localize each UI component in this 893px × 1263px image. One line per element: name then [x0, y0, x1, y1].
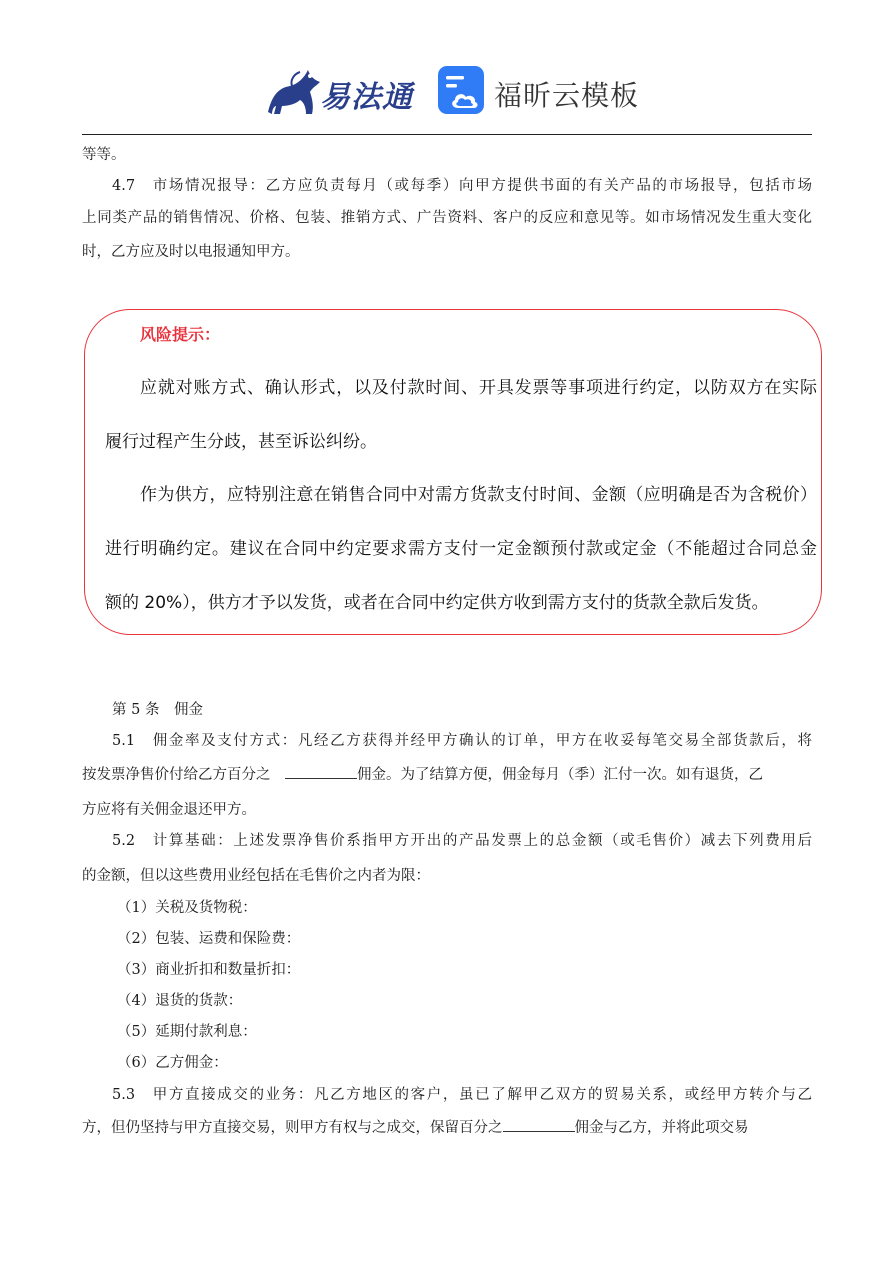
- text-line: 上同类产品的销售情况、价格、包装、推销方式、广告资料、客户的反应和意见等。如市场情况发生重大变化: [82, 210, 812, 226]
- list-item: （2）包装、运费和保险费：: [117, 931, 301, 947]
- risk-text-line: 履行过程产生分歧，甚至诉讼纠纷。: [105, 432, 377, 452]
- list-item: （5）延期付款利息：: [117, 1024, 257, 1040]
- list-item: （6）乙方佣金：: [117, 1055, 228, 1071]
- header-divider: [82, 134, 812, 135]
- text-segment: 按发票净售价付给乙方百分之: [82, 767, 285, 783]
- text-line: 5.1 佣金率及支付方式：凡经乙方获得并经甲方确认的订单，甲方在收妥每笔交易全部货款后，将: [112, 733, 812, 749]
- logo1-text: 易法通: [320, 80, 413, 115]
- page-header: [0, 60, 893, 122]
- section-heading: 第 5 条 佣金: [112, 702, 203, 718]
- risk-notice-box: [84, 309, 822, 635]
- risk-notice-title: 风险提示：: [140, 325, 221, 344]
- text-line: 5.2 计算基础：上述发票净售价系指甲方开出的产品发票上的总金额（或毛售价）减去下列费用后: [112, 833, 812, 849]
- text-line: 的金额，但以这些费用业经包括在毛售价之内者为限：: [82, 868, 430, 884]
- risk-text-line: 应就对账方式、确认形式，以及付款时间、开具发票等事项进行约定，以防双方在实际: [140, 378, 817, 398]
- fill-in-blank[interactable]: [503, 1118, 575, 1132]
- list-item: （3）商业折扣和数量折扣：: [117, 962, 301, 978]
- text-line: [82, 765, 812, 785]
- text-line: 方应将有关佣金退还甲方。: [82, 802, 256, 818]
- text-line: 等等。: [82, 147, 126, 163]
- text-line: 时，乙方应及时以电报通知甲方。: [82, 244, 300, 260]
- text-segment: 佣金与乙方，并将此项交易: [574, 1120, 749, 1136]
- list-item: （4）退货的货款：: [117, 993, 243, 1009]
- text-segment: 佣金。为了结算方便，佣金每月（季）汇付一次。如有退货，乙: [357, 767, 763, 783]
- lion-icon: [262, 62, 324, 120]
- text-line: [82, 1118, 812, 1138]
- list-item: （1）关税及货物税：: [117, 900, 257, 916]
- risk-text-line: 进行明确约定。建议在合同中约定要求需方支付一定金额预付款或定金（不能超过合同总金: [105, 539, 817, 559]
- risk-text-line: 额的 20%），供方才予以发货，或者在合同中约定供方收到需方支付的货款全款后发货。: [105, 593, 769, 613]
- text-line: 4.7 市场情况报导：乙方应负责每月（或每季）向甲方提供书面的有关产品的市场报导，包括市场: [112, 178, 812, 194]
- yifatong-logo: [262, 62, 414, 120]
- cloud-doc-icon: [436, 64, 486, 116]
- text-segment: 方，但仍坚持与甲方直接交易，则甲方有权与之成交，保留百分之: [82, 1120, 503, 1136]
- foxit-template-logo: [436, 64, 640, 116]
- text-line: 5.3 甲方直接成交的业务：凡乙方地区的客户，虽已了解甲乙双方的贸易关系，或经甲方转介与乙: [112, 1087, 812, 1103]
- risk-text-line: 作为供方，应特别注意在销售合同中对需方货款支付时间、金额（应明确是否为含税价）: [140, 485, 817, 505]
- fill-in-blank[interactable]: [285, 765, 357, 779]
- logo2-text: 福昕云模板: [494, 79, 640, 112]
